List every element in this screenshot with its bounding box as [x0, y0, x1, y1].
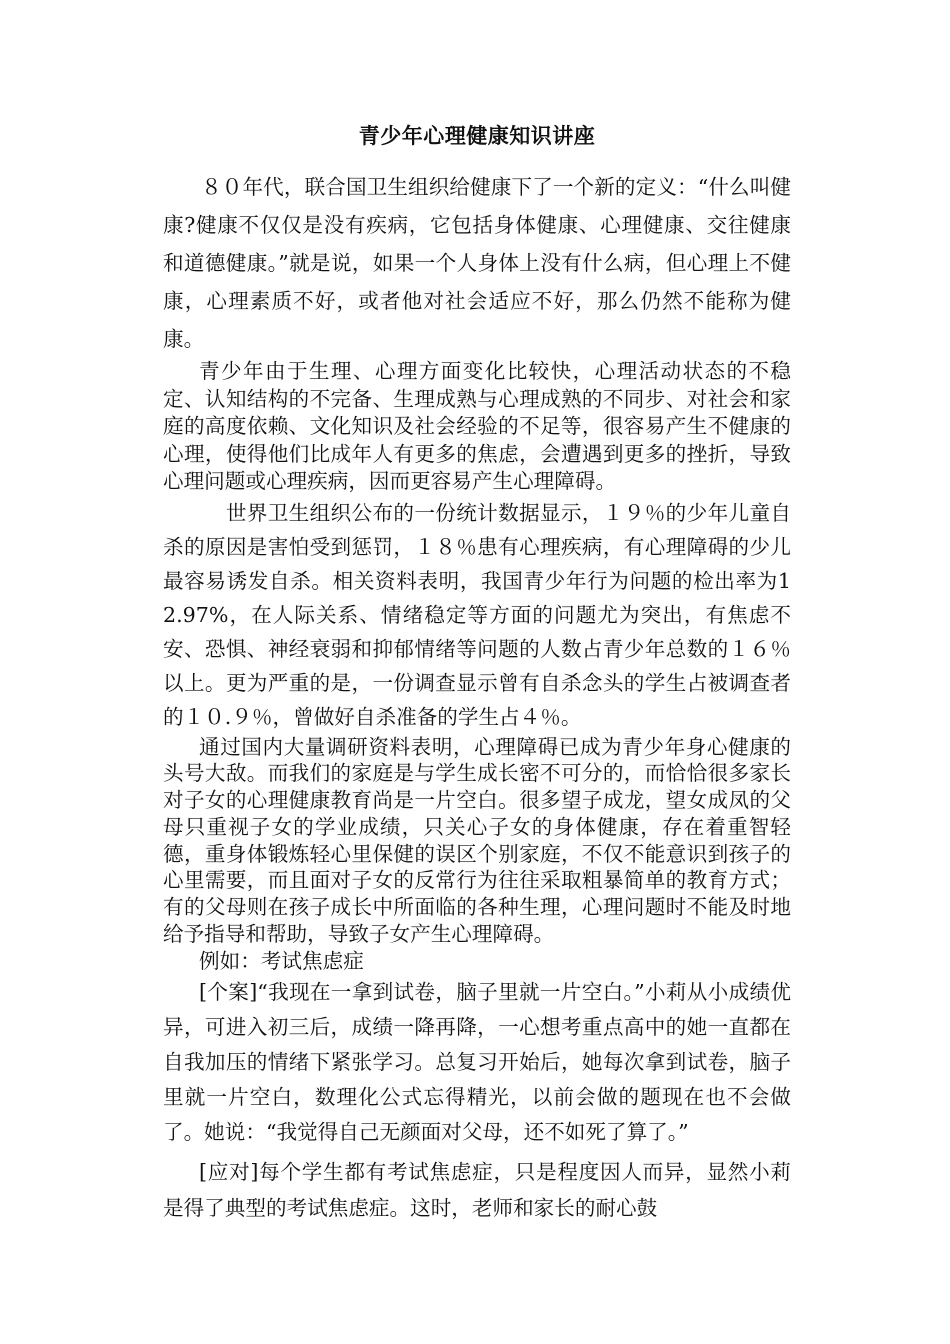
- document-title: 青少年心理健康知识讲座: [358, 123, 596, 148]
- paragraph-family-education: 通过国内大量调研资料表明，心理障碍已成为青少年身心健康的头号大敌。而我们的家庭是与学生成长密不可分的，而恰恰很多家长对子女的心理健康教育尚是一片空白。很多望子成龙，望女成凤的父母只重视子女的学业成绩，只关心子女的身体健康，存在着重智轻德，重身体锻炼轻心里保健的误区个别家庭，不仅不能意识到孩子的心里需要，而且面对子女的反常行为往往采取粗暴简单的教育方式；有的父母则在孩子成长中所面临的各种生理，心理问题时不能及时地给予指导和帮助，导致子女产生心理障碍。: [163, 734, 791, 947]
- document-page: [163, 118, 791, 1226]
- paragraph-statistics: 世界卫生组织公布的一份统计数据显示，１９％的少年儿童自杀的原因是害怕受到惩罚，１８％患有心理疾病，有心理障碍的少儿最容易诱发自杀。相关资料表明，我国青少年行为问题的检出率为12.97%，在人际关系、情绪稳定等方面的问题尤为突出，有焦虑不安、恐惧、神经衰弱和抑郁情绪等问题的人数占青少年总数的１６％以上。更为严重的是，一份调查显示曾有自杀念头的学生占被调查者的１０.９％，曾做好自杀准备的学生占４％。: [163, 500, 791, 729]
- paragraph-health-definition: ８０年代，联合国卫生组织给健康下了一个新的定义：“什么叫健康?健康不仅仅是没有疾病，它包括身体健康、心理健康、交往健康和道德健康。”就是说，如果一个人身体上没有什么病，但心理上不健康，心理素质不好，或者他对社会适应不好，那么仍然不能称为健康。: [163, 175, 791, 351]
- paragraph-youth-psychology: 青少年由于生理、心理方面变化比较快，心理活动状态的不稳定、认知结构的不完备、生理成熟与心理成熟的不同步、对社会和家庭的高度依赖、文化知识及社会经验的不足等，很容易产生不健康的心理，使得他们比成年人有更多的焦虑，会遭遇到更多的挫折，导致心理问题或心理疾病，因而更容易产生心理障碍。: [163, 359, 791, 493]
- paragraph-response: [应对]每个学生都有考试焦虑症，只是程度因人而异，显然小莉是得了典型的考试焦虑症。这时，老师和家长的耐心鼓: [163, 1159, 791, 1220]
- paragraph-case: [个案]“我现在一拿到试卷，脑子里就一片空白。”小莉从小成绩优异，可进入初三后，成绩一降再降，一心想考重点高中的她一直都在自我加压的情绪下紧张学习。总复习开始后，她每次拿到试卷，脑子里就一片空白，数理化公式忘得精光，以前会做的题现在也不会做了。她说：“我觉得自己无颜面对父母，还不如死了算了。”: [163, 979, 791, 1144]
- paragraph-example-heading: 例如：考试焦虑症: [199, 948, 364, 973]
